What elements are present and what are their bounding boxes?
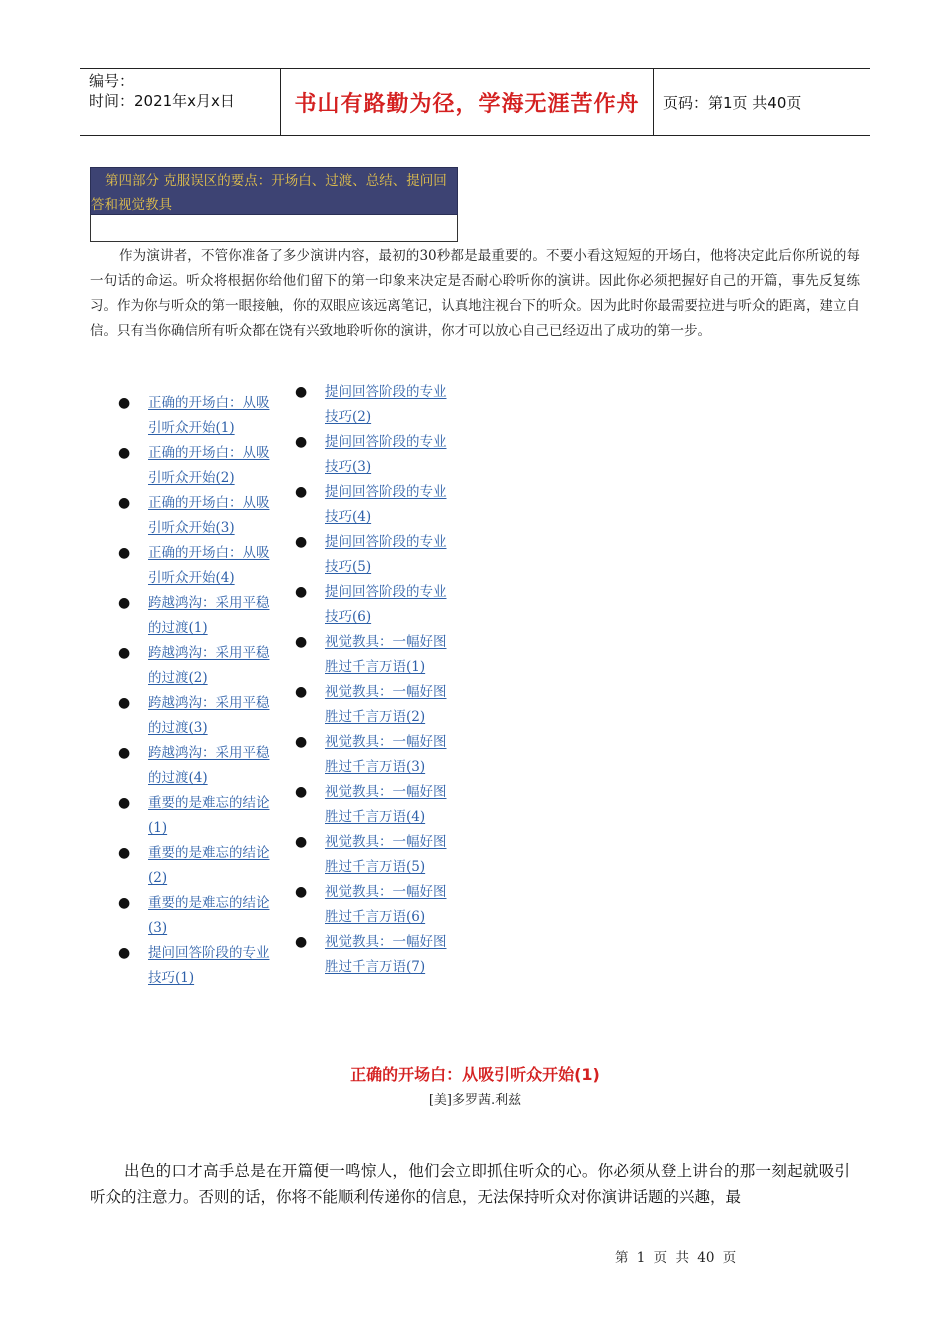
- toc-link[interactable]: 提问回答阶段的专业技巧(4): [325, 484, 447, 525]
- toc-list-item: [118, 691, 278, 741]
- bullet-icon: ●: [118, 695, 131, 711]
- toc-list-item: [118, 841, 278, 891]
- toc-link[interactable]: 重要的是难忘的结论(3): [148, 895, 270, 936]
- toc-list-item: [295, 830, 455, 880]
- toc-list-item: [118, 641, 278, 691]
- toc-list-item: [295, 880, 455, 930]
- toc-list-item: [295, 580, 455, 630]
- bullet-icon: ●: [295, 934, 308, 950]
- toc-link[interactable]: 正确的开场白：从吸引听众开始(3): [148, 495, 270, 536]
- toc-list-item: [295, 380, 455, 430]
- bullet-icon: ●: [118, 745, 131, 761]
- toc-list-item: [118, 591, 278, 641]
- toc-link[interactable]: 视觉教具：一幅好图胜过千言万语(2): [325, 684, 447, 725]
- toc-link[interactable]: 提问回答阶段的专业技巧(2): [325, 384, 447, 425]
- toc-list-item: [118, 791, 278, 841]
- toc-link[interactable]: 提问回答阶段的专业技巧(3): [325, 434, 447, 475]
- toc-list-item: [295, 630, 455, 680]
- toc-list-item: [118, 541, 278, 591]
- bullet-icon: ●: [295, 584, 308, 600]
- bullet-icon: ●: [295, 834, 308, 850]
- toc-link[interactable]: 正确的开场白：从吸引听众开始(1): [148, 395, 270, 436]
- toc-list-item: [295, 780, 455, 830]
- toc-link[interactable]: 提问回答阶段的专业技巧(6): [325, 584, 447, 625]
- toc-link[interactable]: 视觉教具：一幅好图胜过千言万语(1): [325, 634, 447, 675]
- toc-link[interactable]: 提问回答阶段的专业技巧(1): [148, 945, 270, 986]
- toc-list-item: [295, 530, 455, 580]
- page-header: [80, 68, 870, 136]
- bullet-icon: ●: [118, 945, 131, 961]
- toc-link[interactable]: 重要的是难忘的结论(2): [148, 845, 270, 886]
- toc-list-item: [295, 480, 455, 530]
- toc-list-item: [295, 430, 455, 480]
- bullet-icon: ●: [118, 545, 131, 561]
- toc-link[interactable]: 提问回答阶段的专业技巧(5): [325, 534, 447, 575]
- bullet-icon: ●: [118, 645, 131, 661]
- page-footer: 第 1 页 共 40 页: [615, 1250, 737, 1266]
- section-title: 第四部分 克服误区的要点：开场白、过渡、总结、提问回答和视觉教具: [91, 173, 447, 213]
- date-label: 时间：2021年x月x日: [89, 92, 235, 110]
- toc-list-item: [118, 741, 278, 791]
- bullet-icon: ●: [118, 395, 131, 411]
- bullet-icon: ●: [118, 895, 131, 911]
- intro-paragraph: 作为演讲者，不管你准备了多少演讲内容，最初的30秒都是最重要的。不要小看这短短的开场白，他将决定此后你所说的每一句话的命运。听众将根据你给他们留下的第一印象来决定是否耐心聆听你的演讲。因此你必须把握好自己的开篇，事先反复练习。作为你与听众的第一眼接触，你的双眼应该远离笔记，认真地注视台下的听众。因为此时你最需要拉进与听众的距离，建立自信。只有当你确信所有听众都在饶有兴致地聆听你的演讲，你才可以放心自己已经迈出了成功的第一步。: [90, 248, 860, 339]
- toc-link[interactable]: 视觉教具：一幅好图胜过千言万语(4): [325, 784, 447, 825]
- toc-link[interactable]: 视觉教具：一幅好图胜过千言万语(6): [325, 884, 447, 925]
- toc-link[interactable]: 视觉教具：一幅好图胜过千言万语(5): [325, 834, 447, 875]
- toc-list-item: [295, 730, 455, 780]
- toc-list-item: [295, 930, 455, 980]
- section-title-frame: [90, 215, 458, 242]
- toc-link[interactable]: 视觉教具：一幅好图胜过千言万语(7): [325, 934, 447, 975]
- toc-link[interactable]: 重要的是难忘的结论(1): [148, 795, 270, 836]
- number-label: 编号：: [89, 72, 135, 90]
- toc-list-item: [295, 680, 455, 730]
- toc-list-item: [118, 891, 278, 941]
- bullet-icon: ●: [295, 384, 308, 400]
- toc-link[interactable]: 跨越鸿沟：采用平稳的过渡(1): [148, 595, 270, 636]
- bullet-icon: ●: [295, 684, 308, 700]
- bullet-icon: ●: [295, 434, 308, 450]
- link-list-left: [118, 391, 278, 991]
- article-author: [美]多罗茜.利兹: [428, 1093, 522, 1108]
- header-motto: 书山有路勤为径，学海无涯苦作舟: [281, 69, 654, 135]
- toc-link[interactable]: 跨越鸿沟：采用平稳的过渡(2): [148, 645, 270, 686]
- toc-list-item: [118, 441, 278, 491]
- section-title-box: [90, 167, 458, 215]
- bullet-icon: ●: [295, 734, 308, 750]
- bullet-icon: ●: [118, 845, 131, 861]
- toc-link[interactable]: 正确的开场白：从吸引听众开始(4): [148, 545, 270, 586]
- toc-list-item: [118, 941, 278, 991]
- bullet-icon: ●: [295, 534, 308, 550]
- bullet-icon: ●: [295, 484, 308, 500]
- bullet-icon: ●: [295, 634, 308, 650]
- bullet-icon: ●: [118, 495, 131, 511]
- article-body: 出色的口才高手总是在开篇便一鸣惊人，他们会立即抓住听众的心。你必须从登上讲台的那一刻起就吸引听众的注意力。否则的话，你将不能顺利传递你的信息，无法保持听众对你演讲话题的兴趣，最: [90, 1162, 850, 1206]
- toc-list-item: [118, 491, 278, 541]
- toc-link[interactable]: 跨越鸿沟：采用平稳的过渡(4): [148, 745, 270, 786]
- link-list-right: [295, 380, 455, 980]
- article-title: 正确的开场白：从吸引听众开始(1): [350, 1065, 600, 1084]
- bullet-icon: ●: [118, 795, 131, 811]
- toc-list-item: [118, 391, 278, 441]
- bullet-icon: ●: [118, 445, 131, 461]
- bullet-icon: ●: [295, 884, 308, 900]
- toc-link[interactable]: 跨越鸿沟：采用平稳的过渡(3): [148, 695, 270, 736]
- bullet-icon: ●: [118, 595, 131, 611]
- bullet-icon: ●: [295, 784, 308, 800]
- toc-link[interactable]: 正确的开场白：从吸引听众开始(2): [148, 445, 270, 486]
- toc-link[interactable]: 视觉教具：一幅好图胜过千言万语(3): [325, 734, 447, 775]
- header-meta: [80, 69, 281, 135]
- header-page-info: 页码：第1页 共40页: [663, 93, 802, 112]
